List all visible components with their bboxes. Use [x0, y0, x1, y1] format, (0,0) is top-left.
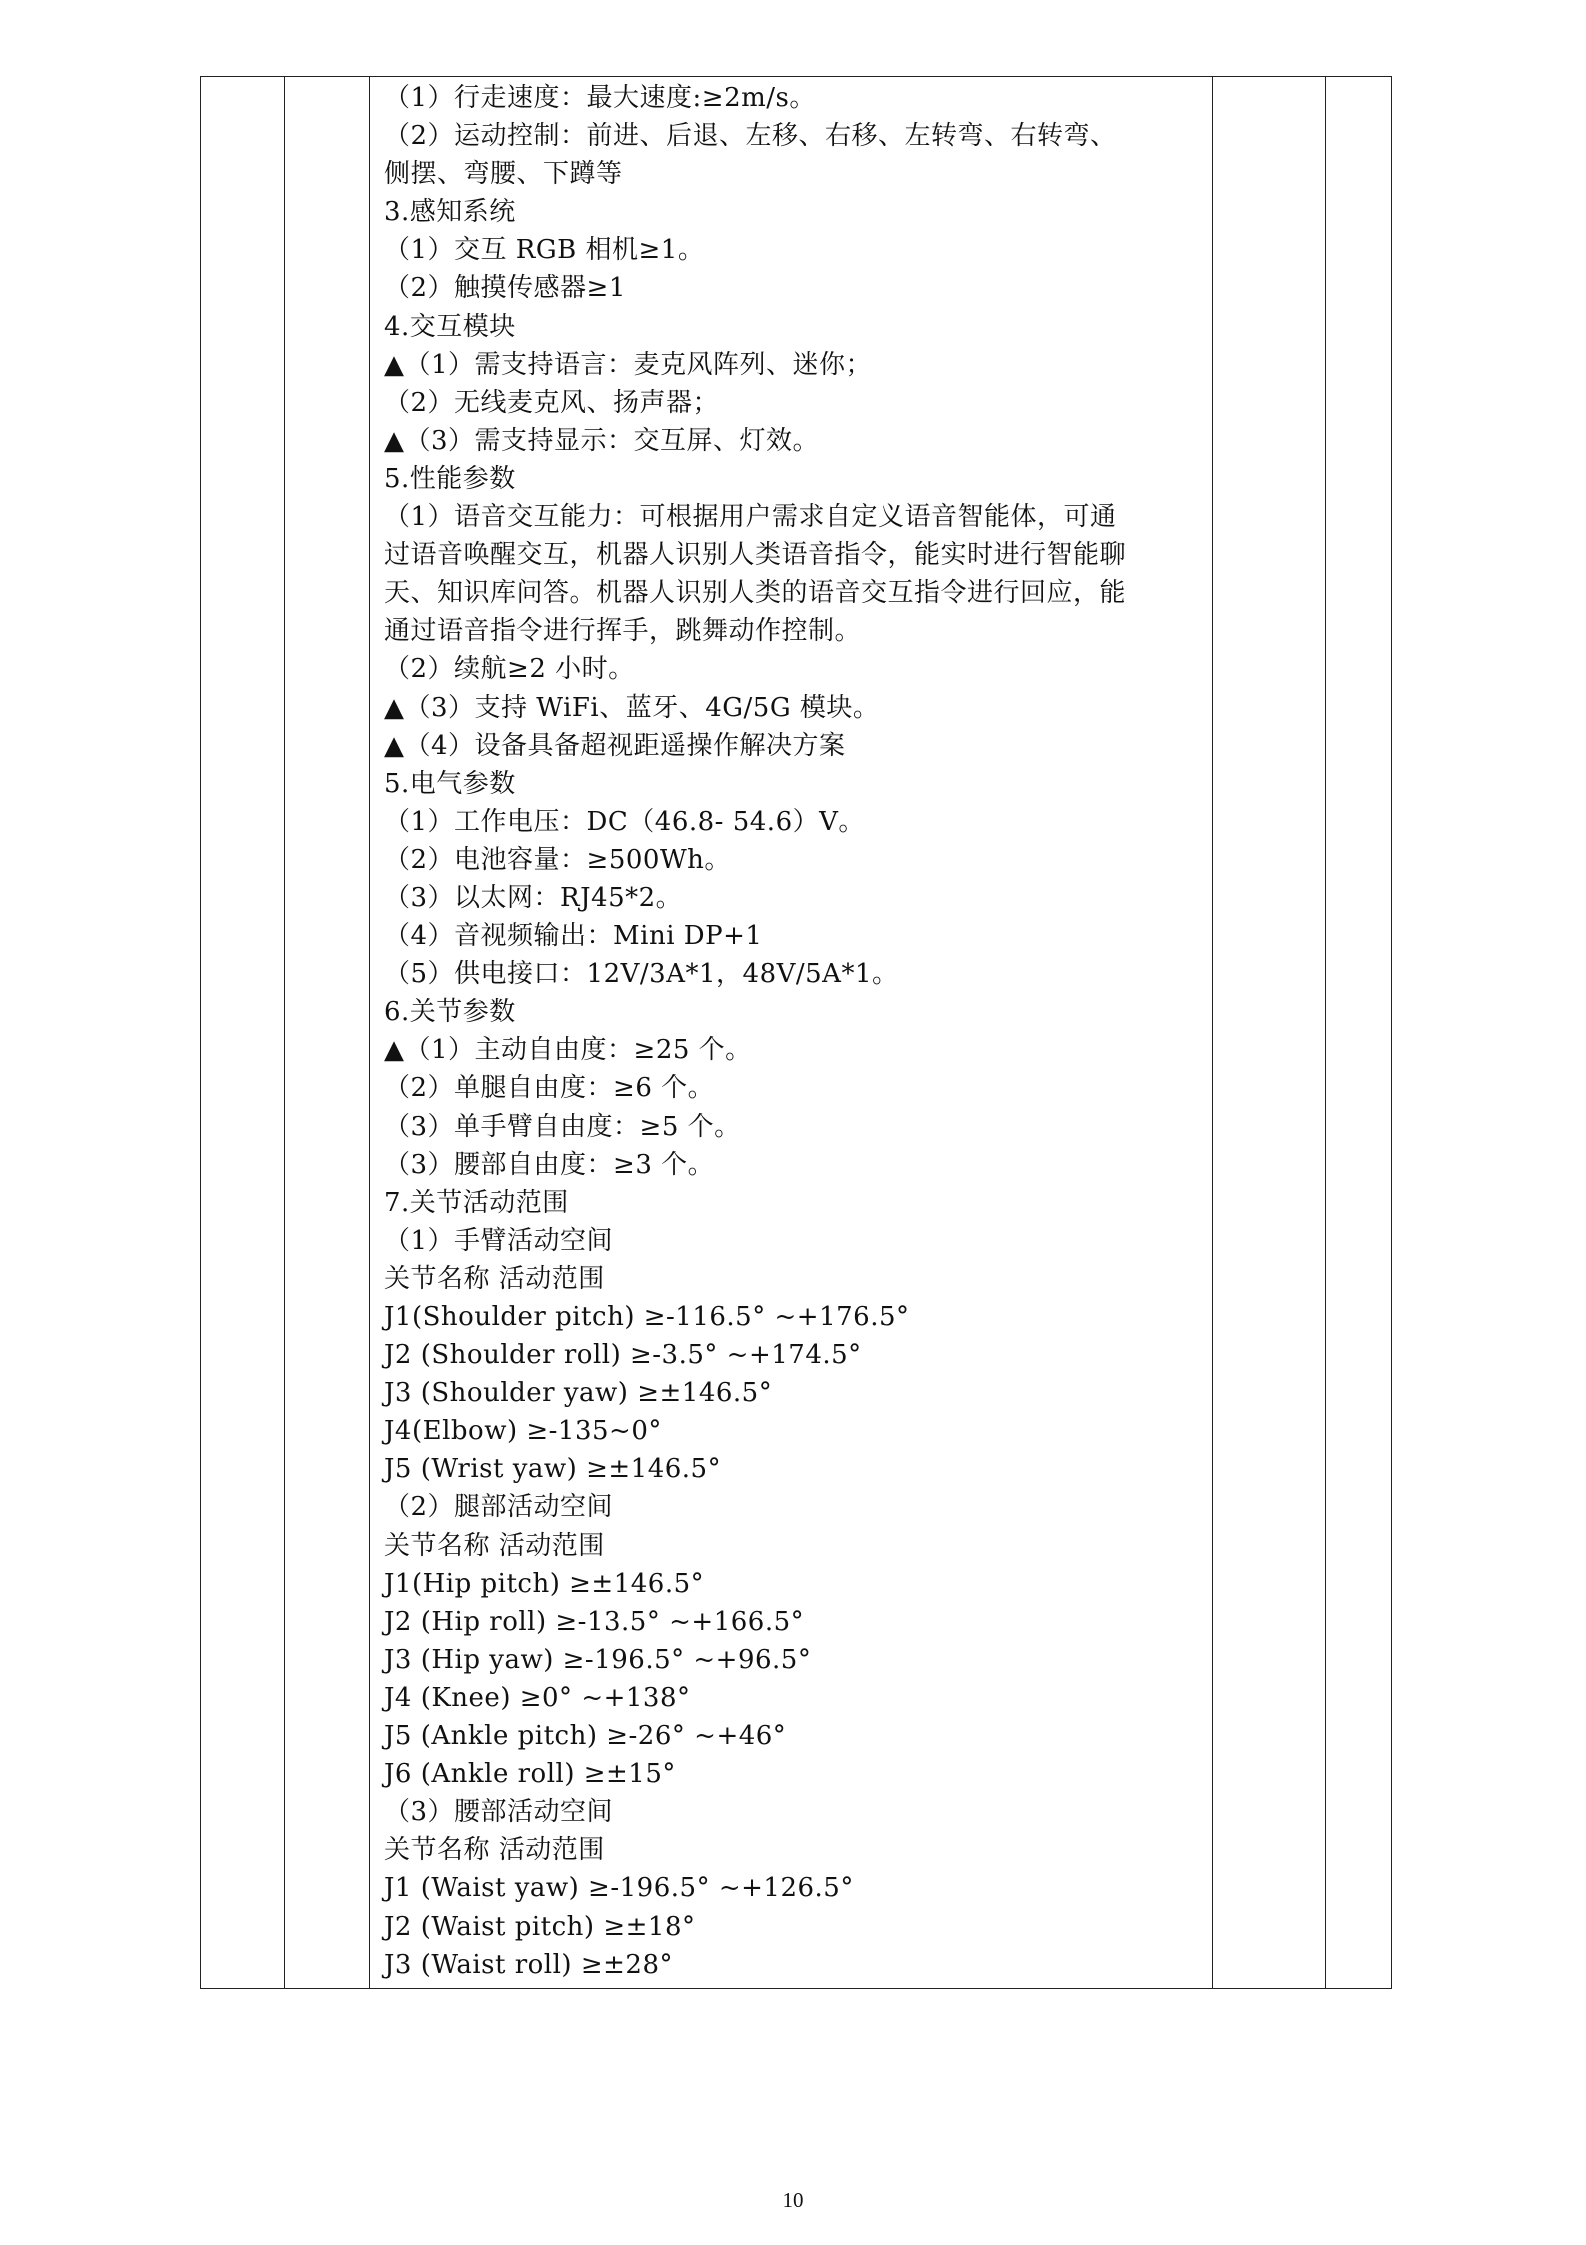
spec-line: （1）行走速度：最大速度:≥2m/s。	[384, 83, 816, 113]
spec-line: （2）运动控制：前进、后退、左移、右移、左转弯、右转弯、	[384, 121, 1117, 152]
spec-line: 5.电气参数	[384, 768, 516, 799]
spec-line: ▲（3）需支持显示：交互屏、灯效。	[384, 425, 820, 456]
spec-line: J6 (Ankle roll) ≥±15°	[384, 1759, 676, 1790]
spec-line: J3 (Shoulder yaw) ≥±146.5°	[384, 1378, 773, 1409]
spec-line: 6.关节参数	[384, 997, 516, 1028]
spec-line: （1）语音交互能力：可根据用户需求自定义语音智能体，可通	[384, 502, 1117, 533]
spec-line: J2 (Waist pitch) ≥±18°	[384, 1911, 696, 1942]
spec-line: 7.关节活动范围	[384, 1187, 569, 1218]
spec-line: （5）供电接口：12V/3A*1，48V/5A*1。	[384, 959, 899, 990]
spec-line: （3）以太网：RJ45*2。	[384, 882, 683, 913]
spec-line: 关节名称 活动范围	[384, 1263, 605, 1294]
spec-line: （3）腰部活动空间	[384, 1797, 614, 1828]
column-divider	[369, 77, 370, 1988]
spec-line: （4）音视频输出：Mini DP+1	[384, 921, 763, 952]
spec-line: 5.性能参数	[384, 463, 516, 494]
spec-line: ▲（1）主动自由度：≥25 个。	[384, 1035, 752, 1066]
spec-line: ▲（4）设备具备超视距遥操作解决方案	[384, 730, 846, 761]
spec-content-cell	[384, 79, 1214, 1984]
spec-line: J1 (Waist yaw) ≥-196.5° ~+126.5°	[384, 1873, 854, 1904]
spec-line: 3.感知系统	[384, 197, 516, 228]
spec-line: J2 (Hip roll) ≥-13.5° ~+166.5°	[384, 1606, 805, 1637]
page-number: 10	[782, 2188, 804, 2212]
spec-line: （2）腿部活动空间	[384, 1492, 614, 1523]
spec-line: 侧摆、弯腰、下蹲等	[384, 159, 623, 190]
column-divider	[1325, 77, 1326, 1988]
spec-line: J1(Hip pitch) ≥±146.5°	[384, 1568, 705, 1599]
spec-line: 天、知识库问答。机器人识别人类的语音交互指令进行回应，能	[384, 578, 1127, 609]
spec-line: （2）单腿自由度：≥6 个。	[384, 1073, 715, 1104]
spec-line: J4(Elbow) ≥-135~0°	[384, 1416, 662, 1447]
spec-line: 关节名称 活动范围	[384, 1835, 605, 1866]
spec-line: （2）续航≥2 小时。	[384, 654, 635, 685]
spec-line: （2）无线麦克风、扬声器；	[384, 387, 720, 418]
spec-line: 过语音唤醒交互，机器人识别人类语音指令，能实时进行智能聊	[384, 540, 1127, 571]
spec-line: 关节名称 活动范围	[384, 1530, 605, 1561]
spec-table	[200, 76, 1392, 1989]
spec-line: J5 (Wrist yaw) ≥±146.5°	[384, 1454, 722, 1485]
spec-line: J3 (Waist roll) ≥±28°	[384, 1949, 673, 1980]
spec-line: （2）触摸传感器≥1	[384, 273, 626, 304]
spec-line: J3 (Hip yaw) ≥-196.5° ~+96.5°	[384, 1644, 812, 1675]
spec-line: 4.交互模块	[384, 311, 516, 342]
spec-line: ▲（3）支持 WiFi、蓝牙、4G/5G 模块。	[384, 692, 880, 723]
spec-line: （1）手臂活动空间	[384, 1225, 614, 1256]
spec-line: J1(Shoulder pitch) ≥-116.5° ~+176.5°	[384, 1302, 910, 1332]
spec-line: （1）交互 RGB 相机≥1。	[384, 235, 705, 266]
spec-line: （2）电池容量：≥500Wh。	[384, 844, 731, 875]
column-divider	[284, 77, 285, 1988]
spec-line: ▲（1）需支持语言：麦克风阵列、迷你；	[384, 349, 873, 380]
spec-line: （3）腰部自由度：≥3 个。	[384, 1149, 715, 1180]
spec-line: （3）单手臂自由度：≥5 个。	[384, 1111, 741, 1142]
spec-line: 通过语音指令进行挥手，跳舞动作控制。	[384, 616, 862, 647]
spec-line: J2 (Shoulder roll) ≥-3.5° ~+174.5°	[384, 1340, 862, 1371]
spec-line: J5 (Ankle pitch) ≥-26° ~+46°	[384, 1721, 787, 1752]
spec-line: （1）工作电压：DC（46.8- 54.6）V。	[384, 806, 865, 837]
spec-line: J4 (Knee) ≥0° ~+138°	[384, 1682, 691, 1713]
